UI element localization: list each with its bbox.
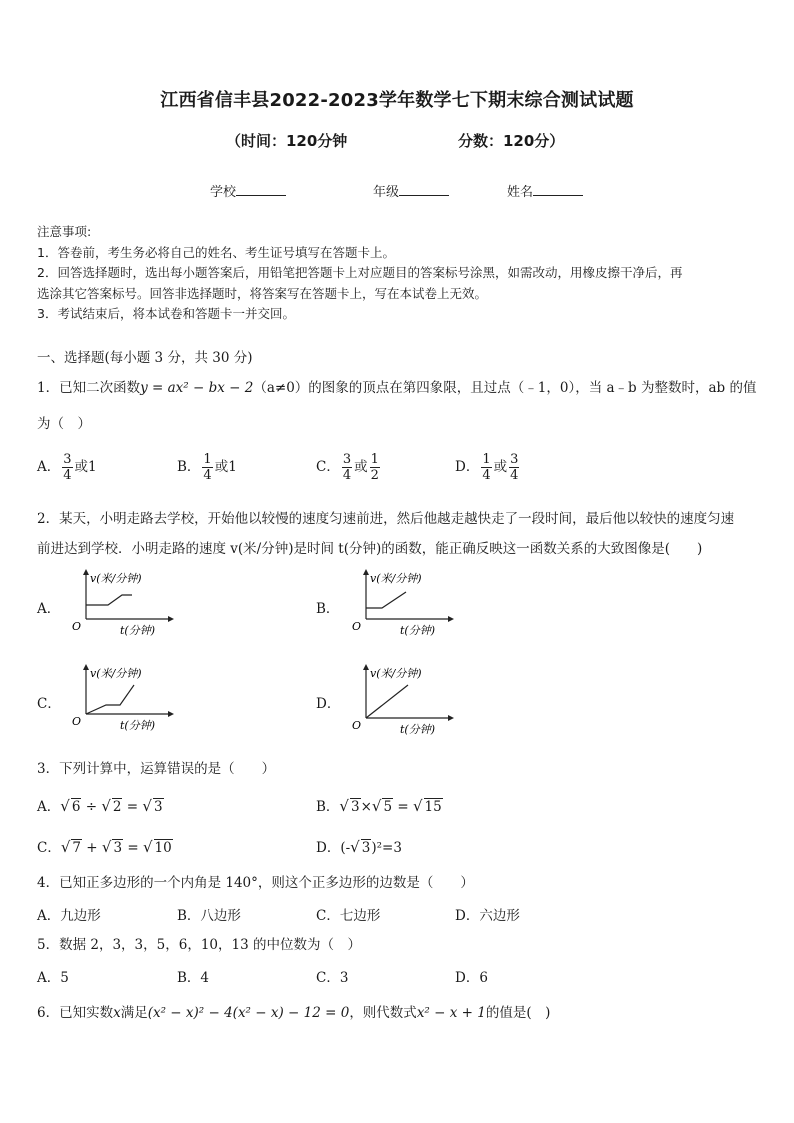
name-label: 姓名 bbox=[507, 185, 534, 200]
q2-graph-c[interactable] bbox=[68, 663, 178, 733]
grade-label: 年级 bbox=[373, 185, 400, 200]
question-6: 6．已知实数x满足(x² − x)² − 4(x² − x) − 12 = 0，则代数式x² − x + 1的值是( ) bbox=[37, 1005, 551, 1021]
q4-option-a[interactable]: A．九边形 bbox=[37, 908, 101, 924]
graph-origin: O bbox=[72, 715, 82, 728]
graph-x-label: t(分钟) bbox=[400, 624, 436, 637]
graph-x-label: t(分钟) bbox=[120, 719, 156, 732]
q2-option-a-label[interactable]: A． bbox=[37, 601, 61, 617]
q1-option-a[interactable]: A． $\frac{3}{4}$ 或1 bbox=[37, 452, 97, 483]
section-heading: 一、选择题(每小题 3 分，共 30 分) bbox=[37, 350, 253, 366]
q3-option-a[interactable]: A．√ 6 ÷ √ 2 = √ 3 bbox=[37, 797, 163, 815]
question-2-cont: 前进达到学校．小明走路的速度 v(米/分钟)是时间 t(分钟)的函数，能正确反映这一函数关系的大致图像是( ) bbox=[37, 541, 703, 557]
q4-option-b[interactable]: B．八边形 bbox=[177, 908, 241, 924]
question-5: 5．数据 2，3，3，5，6，10，13 的中位数为（ ） bbox=[37, 937, 361, 953]
question-4: 4．已知正多边形的一个内角是 140°，则这个正多边形的边数是（ ） bbox=[37, 875, 474, 891]
graph-y-label: v(米/分钟) bbox=[90, 667, 142, 680]
q5-option-a[interactable]: A．5 bbox=[37, 970, 69, 986]
q6-expression: x² − x + 1 bbox=[416, 1005, 486, 1021]
notice-block bbox=[37, 222, 759, 325]
q3-option-b[interactable]: B．√ 3×√ 5 = √ 15 bbox=[316, 797, 442, 815]
q2-graph-d[interactable] bbox=[348, 663, 458, 738]
q2-option-b-label[interactable]: B． bbox=[316, 601, 340, 617]
q1-option-d[interactable]: D． $\frac{1}{4}$ 或 $\frac{3}{4}$ bbox=[455, 452, 519, 483]
q5-option-d[interactable]: D．6 bbox=[455, 970, 488, 986]
q1-option-c[interactable]: C． $\frac{3}{4}$ 或 $\frac{1}{2}$ bbox=[316, 452, 379, 483]
page-title: 江西省信丰县2022-2023学年数学七下期末综合测试试题 bbox=[160, 90, 634, 111]
school-label: 学校 bbox=[210, 185, 237, 200]
school-blank[interactable] bbox=[236, 183, 286, 196]
exam-time: （时间：120分钟 bbox=[226, 132, 348, 150]
q6-equation: (x² − x)² − 4(x² − x) − 12 = 0 bbox=[147, 1005, 350, 1021]
school-field bbox=[210, 181, 286, 200]
q4-option-c[interactable]: C．七边形 bbox=[316, 908, 381, 924]
notice-item: 选涂其它答案标号。回答非选择题时，将答案写在答题卡上，写在本试卷上无效。 bbox=[37, 285, 488, 301]
graph-x-label: t(分钟) bbox=[120, 624, 156, 637]
graph-x-label: t(分钟) bbox=[400, 723, 436, 736]
q3-option-d[interactable]: D．(-√ 3)²=3 bbox=[316, 838, 402, 856]
q2-graph-a[interactable] bbox=[68, 568, 178, 638]
q4-option-d[interactable]: D．六边形 bbox=[455, 908, 520, 924]
q5-option-b[interactable]: B．4 bbox=[177, 970, 210, 986]
question-3: 3．下列计算中，运算错误的是（ ） bbox=[37, 761, 276, 777]
graph-y-label: v(米/分钟) bbox=[90, 572, 142, 585]
q2-option-c-label[interactable]: C． bbox=[37, 696, 61, 712]
notice-item: 3．考试结束后，将本试卷和答题卡一并交回。 bbox=[37, 306, 295, 321]
graph-y-label: v(米/分钟) bbox=[370, 667, 422, 680]
q2-option-d-label[interactable]: D． bbox=[316, 696, 341, 712]
q1-function: y = ax² − bx − 2 bbox=[140, 380, 254, 396]
graph-y-label: v(米/分钟) bbox=[370, 572, 422, 585]
notice-item: 2．回答选择题时，选出每小题答案后，用铅笔把答题卡上对应题目的答案标号涂黑，如需改动，用橡皮擦干净后，再 bbox=[37, 265, 683, 280]
grade-field bbox=[373, 181, 449, 200]
exam-score: 分数：120分） bbox=[458, 132, 565, 150]
q3-option-c[interactable]: C．√ 7 + √ 3 = √ 10 bbox=[37, 838, 172, 856]
grade-blank[interactable] bbox=[399, 183, 449, 196]
question-1-cont: 为（ ） bbox=[37, 416, 91, 432]
q2-graph-b[interactable] bbox=[348, 568, 458, 638]
graph-origin: O bbox=[352, 719, 362, 732]
name-blank[interactable] bbox=[533, 183, 583, 196]
notice-title: 注意事项: bbox=[37, 224, 92, 239]
notice-item: 1．答卷前，考生务必将自己的姓名、考生证号填写在答题卡上。 bbox=[37, 244, 395, 260]
graph-origin: O bbox=[352, 620, 362, 633]
question-1: 1．已知二次函数y = ax² − bx − 2（a≠0）的图象的顶点在第四象限，且过点（﹣1，0），当 a﹣b 为整数时，ab 的值 bbox=[37, 380, 757, 396]
question-2: 2．某天，小明走路去学校，开始他以较慢的速度匀速前进，然后他越走越快走了一段时间，最后他以较快的速度匀速 bbox=[37, 511, 735, 527]
graph-origin: O bbox=[72, 620, 82, 633]
q5-option-c[interactable]: C．3 bbox=[316, 970, 349, 986]
q1-option-b[interactable]: B． $\frac{1}{4}$ 或1 bbox=[177, 452, 237, 483]
name-field bbox=[507, 181, 583, 200]
